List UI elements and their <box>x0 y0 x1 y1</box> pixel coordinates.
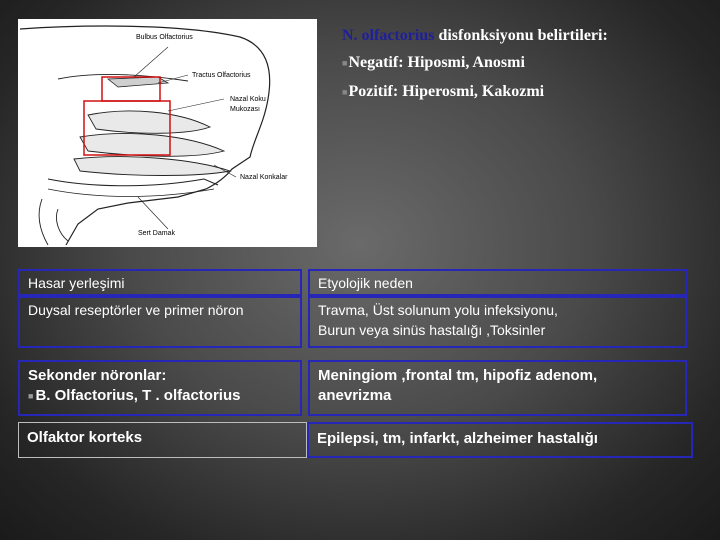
label-nazal-konkalar: Nazal Konkalar <box>240 174 288 181</box>
square-bullet-icon: ■ <box>342 57 348 68</box>
label-sert-damak: Sert Damak <box>138 230 175 237</box>
label-nazal-koku-line2: Mukozası <box>230 106 260 113</box>
bullet-positive <box>342 77 712 106</box>
cell-text-line2: Burun veya sinüs hastalığı ,Toksinler <box>318 322 546 338</box>
heading <box>342 24 712 48</box>
cell-location-cortex <box>18 422 307 458</box>
cell-text-line1: Travma, Üst solunum yolu infeksiyonu, <box>318 302 558 318</box>
label-tractus-olfactorius: Tractus Olfactorius <box>192 72 251 79</box>
cell-text-line1: Meningiom ,frontal tm, hipofiz adenom, <box>318 367 598 384</box>
cell-location-secondary <box>18 360 302 416</box>
heading-rest: disfonksiyonu belirtileri: <box>434 27 608 44</box>
bullet-positive-text: Pozitif: Hiperosmi, Kakozmi <box>348 83 545 100</box>
cell-text: Duysal reseptörler ve primer nöron <box>28 302 244 318</box>
dysfunction-signs-block <box>342 24 712 106</box>
cell-text: Olfaktor korteks <box>27 429 143 446</box>
cell-text-line2 <box>28 386 292 406</box>
cell-etiology-secondary <box>308 360 687 416</box>
header-cell-etiology <box>308 269 687 296</box>
nasal-anatomy-drawing <box>18 19 317 247</box>
cell-text-line2: anevrizma <box>318 387 392 404</box>
square-bullet-icon: ■ <box>342 86 348 97</box>
header-location-text: Hasar yerleşimi <box>28 275 125 291</box>
cell-text-line2-value: B. Olfactorius, T . olfactorius <box>35 387 241 404</box>
heading-term: N. olfactorius <box>342 27 435 44</box>
cell-text-line1: Sekonder nöronlar: <box>28 367 167 384</box>
cell-location-receptors <box>18 296 302 348</box>
label-nazal-koku-line1: Nazal Koku <box>230 96 266 103</box>
nasal-anatomy-figure <box>18 19 317 247</box>
header-etiology-text: Etyolojik neden <box>318 275 413 291</box>
cell-text: Epilepsi, tm, infarkt, alzheimer hastalığı <box>317 430 598 447</box>
cell-etiology-receptors <box>308 296 687 348</box>
label-bulbus-olfactorius: Bulbus Olfactorius <box>136 34 193 41</box>
header-cell-location <box>18 269 302 296</box>
square-bullet-icon: ■ <box>28 391 34 402</box>
cell-etiology-cortex <box>307 422 693 458</box>
bullet-negative-text: Negatif: Hiposmi, Anosmi <box>348 54 525 71</box>
bullet-negative <box>342 48 712 77</box>
